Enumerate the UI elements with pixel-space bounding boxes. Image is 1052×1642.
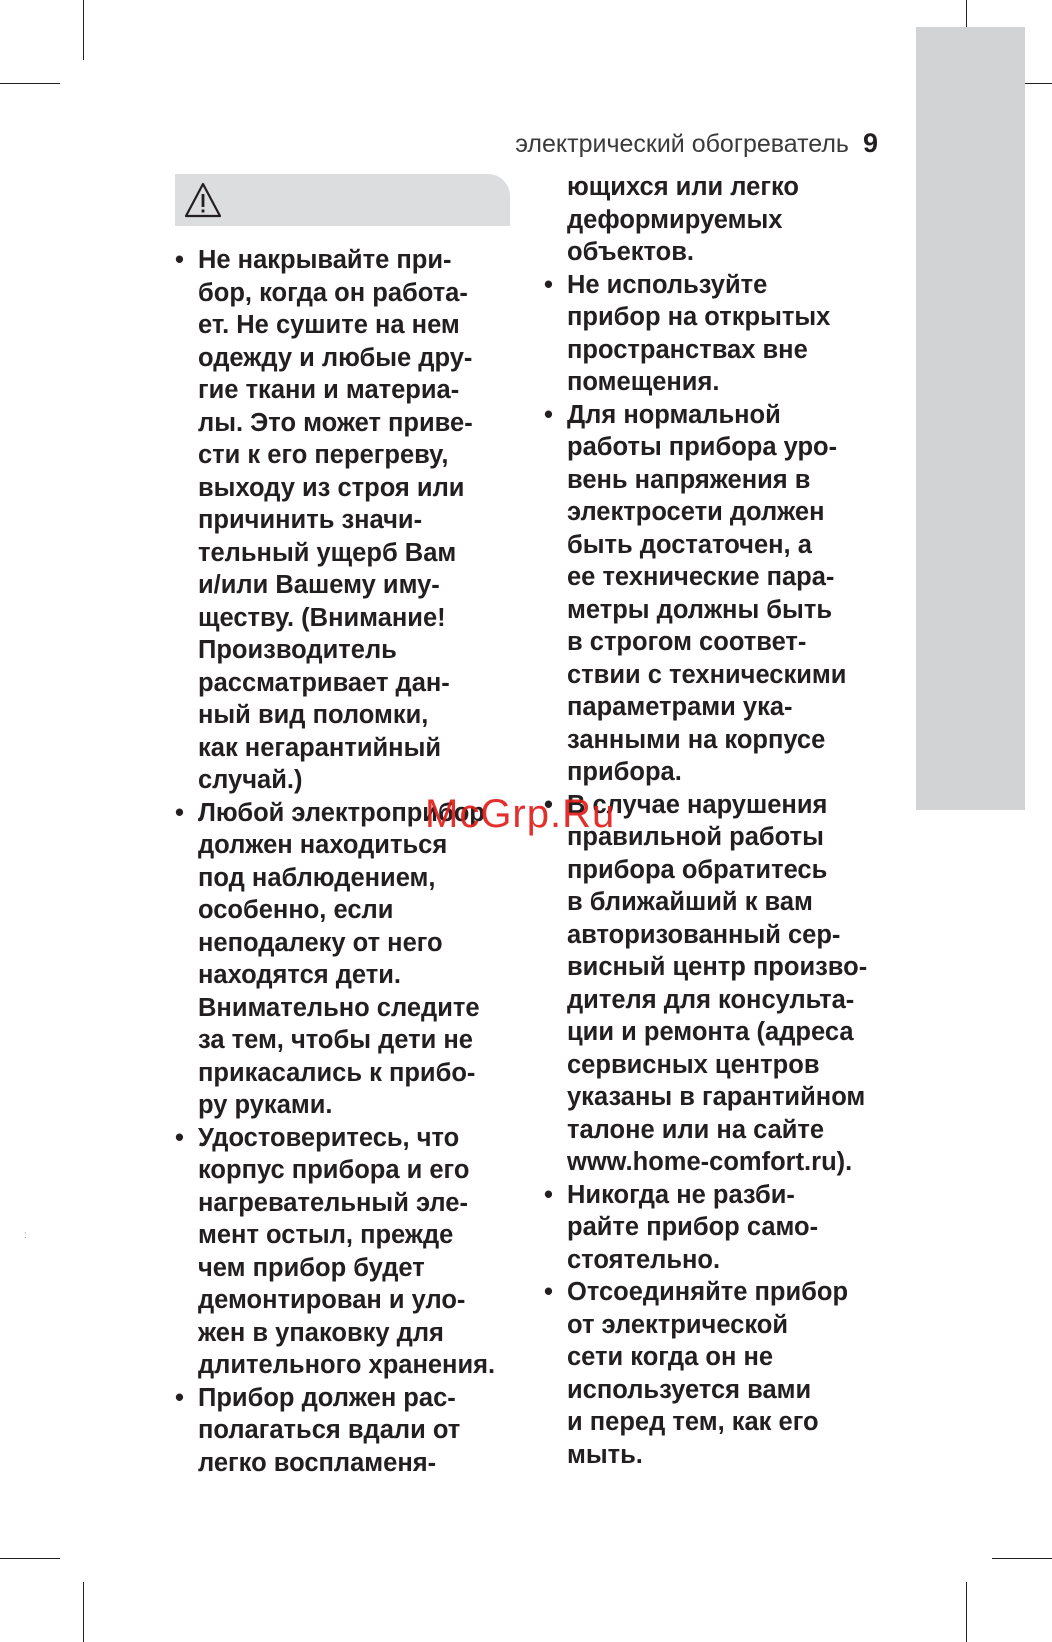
text-line: прибора.	[567, 758, 682, 786]
text-line: нагревательный эле-	[198, 1188, 468, 1217]
text-line: одежду и любые дру-	[198, 343, 473, 372]
list-item	[175, 797, 515, 1122]
text-line: электросети должен	[567, 498, 825, 526]
text-line: и/или Вашему иму-	[198, 571, 440, 599]
text-line: занными на корпусе	[567, 725, 826, 754]
list-item	[544, 171, 884, 269]
text-line: Производитель	[198, 636, 397, 664]
text-line: • Отсоединяйте прибор	[567, 1278, 849, 1306]
text-line: выходу из строя или	[198, 473, 465, 502]
crop-mark	[966, 1582, 967, 1642]
text-line: как негарантийный	[198, 733, 442, 762]
warning-bar	[175, 174, 510, 226]
text-line: должен находиться	[198, 831, 448, 859]
text-line: лы. Это может приве-	[198, 408, 473, 437]
text-line: корпус прибора и его	[198, 1156, 470, 1184]
section-side-tab	[916, 27, 1025, 810]
text-line: прибор на открытых	[567, 303, 831, 331]
running-header	[515, 128, 878, 159]
text-line: ный вид поломки,	[198, 701, 429, 729]
text-line: и перед тем, как его	[567, 1408, 819, 1436]
text-line: прибора обратитесь	[567, 855, 828, 884]
warning-triangle-icon	[183, 181, 223, 219]
text-line: параметрами ука-	[567, 693, 793, 721]
text-line: райте прибор само-	[567, 1213, 819, 1241]
text-line: • Удостоверитесь, что	[198, 1123, 460, 1152]
text-line: чем прибор будет	[198, 1253, 425, 1282]
header-title: электрический обогреватель	[515, 130, 849, 158]
page-number: 9	[862, 128, 878, 158]
text-line: причинить значи-	[198, 506, 423, 534]
text-line: в строгом соответ-	[567, 628, 807, 656]
text-line: сервисных центров	[567, 1050, 820, 1079]
crop-mark	[0, 1558, 60, 1559]
list-item	[544, 1179, 884, 1277]
text-line: сети когда он не	[567, 1343, 774, 1371]
text-line: тельный ущерб Вам	[198, 538, 457, 567]
watermark: McGrp.Ru	[425, 792, 616, 836]
text-line: случай.)	[198, 766, 303, 794]
text-line: ет. Не сушите на нем	[198, 311, 460, 339]
text-line: от электрической	[567, 1310, 789, 1339]
text-line: указаны в гарантийном	[567, 1083, 866, 1111]
left-column	[175, 244, 515, 1479]
text-line: бор, когда он работа-	[198, 278, 468, 307]
crop-mark	[992, 1558, 1052, 1559]
text-line: висный центр произво-	[567, 953, 868, 981]
text-line: метры должны быть	[567, 595, 832, 624]
text-line: в ближайший к вам	[567, 888, 813, 916]
text-line: деформируемых	[567, 205, 783, 234]
text-line: объектов.	[567, 238, 695, 266]
text-line: длительного хранения.	[198, 1351, 496, 1379]
text-line: стоятельно.	[567, 1245, 721, 1274]
list-item	[544, 789, 884, 1179]
text-line: сти к его перегреву,	[198, 441, 449, 469]
text-line: ее технические пара-	[567, 563, 835, 591]
text-line: Внимательно следите	[198, 993, 480, 1022]
text-line: • Для нормальной	[567, 400, 781, 429]
text-line: ру руками.	[198, 1091, 333, 1119]
text-line: вень напряжения в	[567, 465, 811, 494]
text-line: • Любой электроприбор	[198, 798, 485, 827]
text-line: ющихся или легко	[567, 173, 799, 201]
text-line: мыть.	[567, 1440, 643, 1469]
list-item	[175, 1382, 515, 1480]
text-line: жен в упаковку для	[198, 1318, 444, 1347]
crop-mark	[83, 1582, 84, 1642]
list-item	[544, 269, 884, 399]
text-line: • Никогда не разби-	[567, 1180, 795, 1209]
text-line: быть достаточен, а	[567, 530, 812, 559]
text-line: прикасались к прибо-	[198, 1058, 476, 1087]
text-line: используется вами	[567, 1375, 812, 1404]
text-line: • Не используйте	[567, 270, 768, 299]
text-line: дителя для консульта-	[567, 985, 855, 1014]
list-item	[175, 1122, 515, 1382]
text-line: • Не накрывайте при-	[198, 246, 452, 274]
text-line: работы прибора уро-	[567, 433, 838, 461]
text-line: ществу. (Внимание!	[198, 603, 446, 632]
scan-mark: :	[24, 1230, 27, 1241]
text-line: авторизованный сер-	[567, 920, 841, 949]
text-line: за тем, чтобы дети не	[198, 1026, 473, 1054]
list-item	[544, 399, 884, 789]
text-line: гие ткани и материа-	[198, 376, 460, 404]
text-line: пространствах вне	[567, 335, 808, 364]
text-line: талоне или на сайте	[567, 1115, 825, 1144]
text-line: полагаться вдали от	[198, 1416, 461, 1444]
text-line: правильной работы	[567, 823, 824, 851]
crop-mark	[0, 83, 60, 84]
text-line: особенно, если	[198, 896, 394, 924]
text-line: помещения.	[567, 368, 720, 396]
text-line: мент остыл, прежде	[198, 1221, 454, 1249]
text-line: под наблюдением,	[198, 863, 436, 892]
list-item	[175, 244, 515, 797]
text-line: неподалеку от него	[198, 928, 443, 957]
text-line: ции и ремонта (адреса	[567, 1018, 854, 1046]
text-line: легко воспламеня-	[198, 1448, 437, 1477]
text-line: демонтирован и уло-	[198, 1286, 466, 1314]
list-item	[544, 1276, 884, 1471]
text-line: рассматривает дан-	[198, 668, 450, 697]
text-line: ствии с техническими	[567, 660, 847, 689]
text-line: находятся дети.	[198, 961, 402, 989]
text-line: www.home-comfort.ru).	[567, 1148, 853, 1176]
text-line: • В случае нарушения	[567, 790, 828, 819]
text-line: • Прибор должен рас-	[198, 1383, 456, 1412]
crop-mark	[83, 0, 84, 60]
